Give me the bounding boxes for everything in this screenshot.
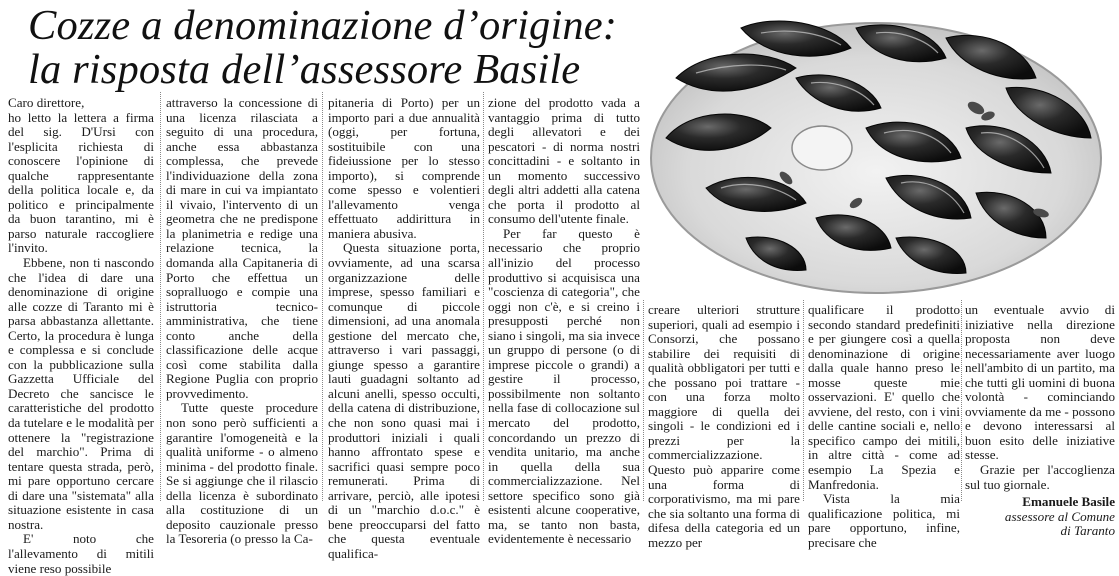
text-column-2 — [166, 96, 318, 547]
mussels-photo — [646, 8, 1112, 296]
signature — [965, 495, 1115, 539]
signature-name: Emanuele Basile — [1022, 494, 1115, 510]
signature-role: assessore al Comune — [1004, 508, 1115, 524]
paragraph: Tutte queste procedure non sono però sufficienti a garantire l'omogeneità e la qualità uniforme - o almeno minima - del prodotto finale. Se si aggiunge che il rilascio della licenza è subordinato alla costituzione di un deposito cauzionale presso la Tesoreria (o presso la Ca- — [166, 400, 318, 547]
paragraph: attraverso la concessione di una licenza rilasciata a seguito di una procedura, anche essa abbastanza complessa, che prevede l'individuazione della zona di mare in cui va impiantato il vivaio, l'intervento di un geometra che ne predispone la planimetria e redige una relazione tecnica, la domanda alla Capitaneria di Porto che effettua un sopralluogo e compie una istruttoria tecnico-amministrativa, che tiene conto anche della classificazione delle acque così come stabilita dalla Regione Puglia con proprio provvedimento. — [166, 95, 318, 401]
column-rule — [961, 300, 962, 501]
paragraph: Vista la mia qualificazione politica, mi pare opportuno, infine, precisare che — [808, 491, 960, 550]
text-column-3 — [328, 96, 480, 562]
signature-city: di Taranto — [1060, 523, 1115, 539]
paragraph: creare ulteriori strutture superiori, quali ad esempio i Consorzi, che possano stabilire dei requisiti di qualità obbligatori per tutti e che possano poi trattare - con una forza molto maggiore di quella dei singoli - le condizioni ed i prezzi per la commercializzazione. Questo può apparire come una forma di corporativismo, ma mi pare che sia soltanto una forma di difesa della categoria ed un mezzo per — [648, 302, 800, 550]
paragraph: E' noto che l'allevamento di mitili viene reso possibile — [8, 531, 154, 576]
text-column-7 — [965, 303, 1115, 539]
paragraph: Questa situazione porta, ovviamente, ad una scarsa organizzazione delle imprese, spesso familiari e comunque di piccole dimensioni, ad una anomala gestione del mercato che, attraverso i vari passaggi, giunge spesso a garantire lauti guadagni soltanto ad alcuni anelli, spesso occulti, della catena di distribuzione, che non sono quasi mai i produttori iniziali i quali hanno affrontato spese e sacrifici quasi sempre poco remunerati. Prima di arrivare, perciò, alle ipotesi di un "marchio d.o.c." è bene preoccuparsi del fatto che questa eventuale qualifica- — [328, 240, 480, 561]
text-column-4 — [488, 96, 640, 547]
column-rule — [160, 92, 161, 501]
text-column-6 — [808, 303, 960, 550]
lemon-slice — [792, 126, 852, 170]
paragraph: Grazie per l'accoglienza sul tuo giornale. — [965, 462, 1115, 492]
headline-line-2: la risposta dell’assessore Basile — [28, 46, 581, 93]
paragraph: Caro direttore, ho letto la lettera a firma del sig. D'Ursi con l'esplicita richiesta di conoscere l'opinione di qualche rappresentante della politica locale e, da politico e principalmente da buon tarantino, mi è parso naturale raccogliere l'invito. — [8, 95, 154, 256]
headline-line-1: Cozze a denominazione d’origine: — [28, 2, 618, 49]
paragraph: Per far questo è necessario che proprio all'inizio del processo produttivo si acquisisca una "coscienza di categoria", che oggi non c'è, e si creino i presupposti perché non siano i singoli, ma sia invece un gruppo di persone (o di imprese piccole o grandi) a gestire il processo, possibilmente non soltanto nella fase di collocazione sul mercato del prodotto, concordando un prezzo di vendita unitario, ma anche in quella della sua commercializzazione. Nel settore specifico sono già esistenti alcune cooperative, ma, se tanto non basta, evidentemente è necessario — [488, 225, 640, 547]
paragraph: Ebbene, non ti nascondo che l'idea di dare una denominazione di origine alle cozze di Taranto mi è parsa abbastanza allettante. Certo, la procedura è lunga e complessa e si conclude con la pubblicazione sulla Gazzetta Ufficiale del Decreto che sancisce le caratteristiche del prodotto da tutelare e le modalità per ottenere la "registrazione del marchio". Prima di tentare questa strada, però, mi pare opportuno cercare di dare una "sistemata" alla situazione esistente in casa nostra. — [8, 255, 154, 532]
text-column-1 — [8, 96, 154, 576]
paragraph: zione del prodotto vada a vantaggio prima di tutto degli allevatori e dei pescatori - di norma nostri concittadini - e soltanto in un momento successivo degli altri addetti alla catena che porta il prodotto al consumo dell'utente finale. — [488, 95, 640, 227]
article-headline — [28, 4, 628, 92]
paragraph: qualificare il prodotto secondo standard predefiniti e per giungere così a quella denominazione di origine dalla quale hanno preso le mosse queste mie osservazioni. E' quello che avviene, del resto, con i vini delle cantine sociali e, nello specifico campo dei mitili, in altre città - come ad esempio La Spezia e Manfredonia. — [808, 302, 960, 492]
column-rule — [643, 300, 644, 501]
paragraph: pitaneria di Porto) per un importo pari a due annualità (oggi, per fortuna, sostituibile con una fideiussione per lo stesso importo), si comprende come spesso e volentieri l'allevamento venga effettuato addirittura in maniera abusiva. — [328, 95, 480, 241]
text-column-5 — [648, 303, 800, 550]
column-rule — [483, 92, 484, 501]
column-rule — [803, 300, 804, 501]
mussels-illustration — [646, 8, 1112, 296]
paragraph: un eventuale avvio di iniziative nella direzione proposta non deve necessariamente aver luogo nell'ambito di un partito, ma che tutti gli uomini di buona volontà - cominciando ovviamente da me - possono e devono interessarsi al buon esito delle iniziative stesse. — [965, 302, 1115, 463]
column-rule — [322, 92, 323, 501]
